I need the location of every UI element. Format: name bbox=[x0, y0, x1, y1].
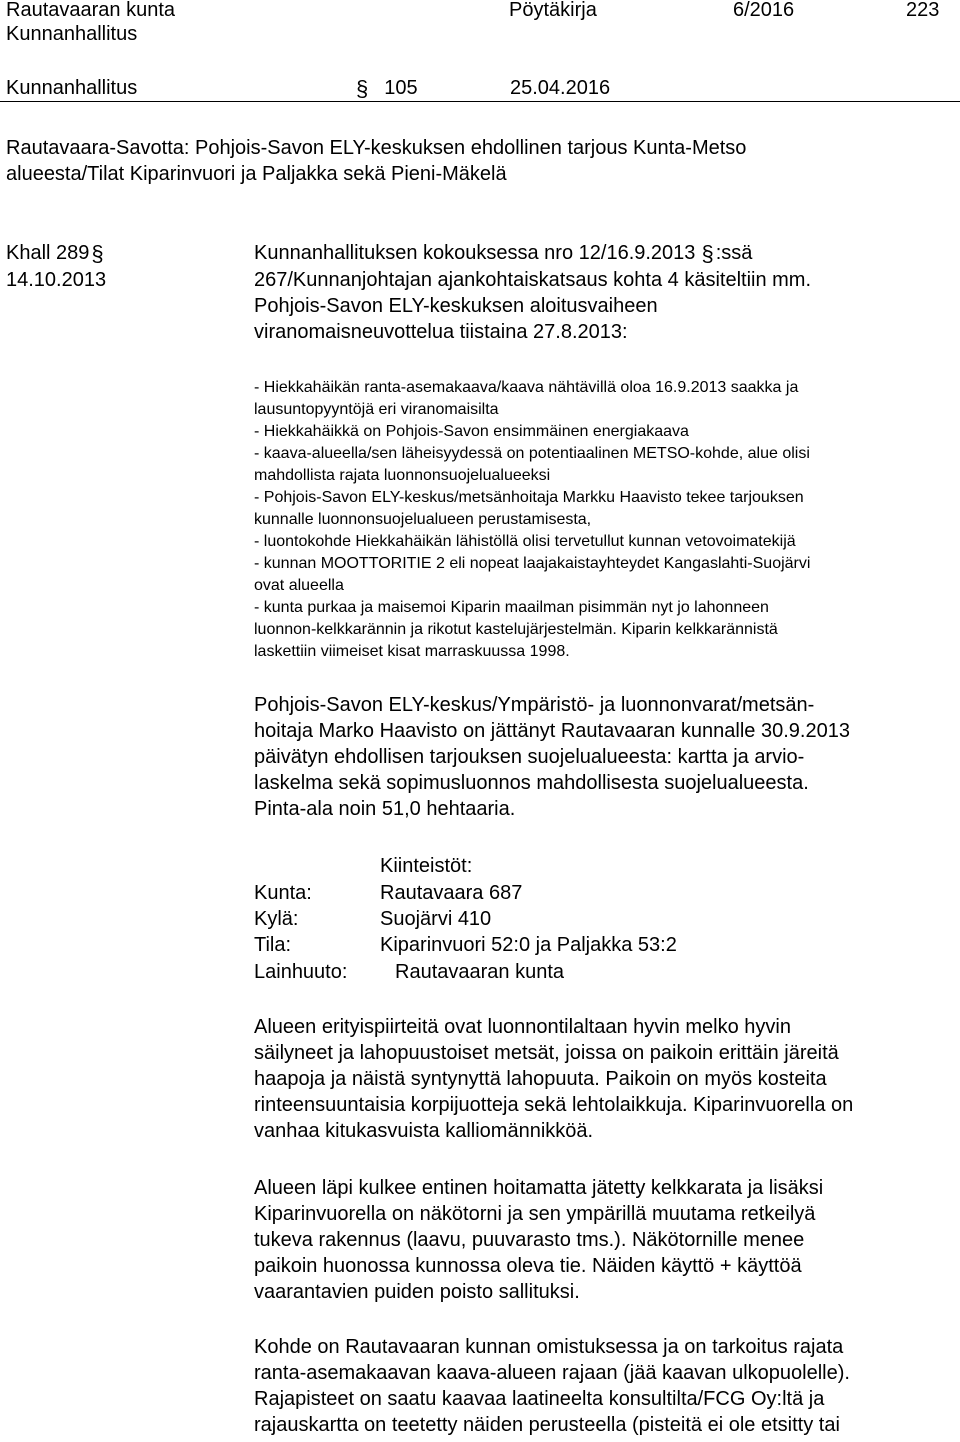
list-item: ovat alueella bbox=[254, 577, 344, 594]
list-item: - Hiekkahäikän ranta-asemakaava/kaava nähtävillä oloa 16.9.2013 saakka ja bbox=[254, 379, 799, 396]
property-row-tila: Tila: Kiparinvuori 52:0 ja Paljakka 53:2 bbox=[254, 934, 677, 956]
list-item: - kunnan MOOTTORITIE 2 eli nopeat laajakaistayhteydet Kangaslahti-Suojärvi bbox=[254, 555, 811, 572]
list-item: laskettiin viimeiset kisat marraskuussa 1998. bbox=[254, 643, 570, 660]
list-item: kunnalle luonnonsuojelualueen perustamisesta, bbox=[254, 511, 592, 528]
reference-text: 267/Kunnanjohtajan ajankohtaiskatsaus kohta 4 käsiteltiin mm. Pohjois-Savon ELY-keskuksen aloitusvaiheen viranomaisneuvottelua tiistaina 27.8.2013: bbox=[254, 269, 812, 343]
list-item: luonnon-kelkkarännin ja rikotut kastelujärjestelmän. Kiparin kelkkarännistä bbox=[254, 621, 778, 638]
property-row-kunta: Kunta: Rautavaara 687 bbox=[254, 882, 523, 904]
meeting-body: Kunnanhallitus bbox=[6, 77, 138, 99]
property-row-kyla: Kylä: Suojärvi 410 bbox=[254, 908, 492, 930]
header-divider bbox=[0, 101, 960, 102]
property-row-lainhuuto: Lainhuuto: Rautavaaran kunta bbox=[254, 961, 565, 983]
paragraph-offer: Pohjois-Savon ELY-keskus/Ympäristö- ja luonnonvarat/metsän- hoitaja Marko Haavisto on jättänyt Rautavaaran kunnalle 30.9.2013 päivätyn ehdollisen tarjouksen suojelualueesta: kartta ja arvio- laskelma sekä sopimusluonnos mahdollisesta suojelualueesta. Pinta-ala noin 51,0 hehtaaria. bbox=[254, 694, 850, 820]
khall-reference: Khall 289§ bbox=[6, 241, 104, 266]
header-page-number: 223 bbox=[906, 0, 940, 21]
list-item: - kunta purkaa ja maisemoi Kiparin maailman pisimmän nyt jo lahonneen bbox=[254, 599, 769, 616]
header-doc-number: 6/2016 bbox=[733, 0, 795, 21]
header-municipality: Rautavaaran kunta bbox=[6, 0, 176, 21]
list-item: - luontokohde Hiekkahäikän lähistöllä olisi tervetullut kunnan vetovoimatekijä bbox=[254, 533, 796, 550]
section-symbol-icon: § bbox=[701, 241, 714, 266]
reference-date: 14.10.2013 bbox=[6, 269, 107, 291]
agenda-title: Rautavaara-Savotta: Pohjois-Savon ELY-keskuksen ehdollinen tarjous Kunta-Metso alueesta/Tilat Kiparinvuori ja Paljakka sekä Pieni-Mäkelä bbox=[6, 137, 747, 185]
section-symbol-icon: § bbox=[91, 241, 104, 266]
paragraph-sled-track: Alueen läpi kulkee entinen hoitamatta jätetty kelkkarata ja lisäksi Kiparinvuorella on näkötorni ja sen ympärillä muutama retkeilyä tukeva rakennus (laavu, puuvarasto tms.). Näkötornille menee paikoin huonossa kunnossa oleva tie. Näiden käyttö + käyttöä vaarantavien puiden poisto sallituksi. bbox=[254, 1177, 824, 1303]
meeting-section-number: § 105 bbox=[356, 76, 418, 101]
list-item: mahdollista rajata luonnonsuojelualueeksi bbox=[254, 467, 551, 484]
header-body: Kunnanhallitus bbox=[6, 23, 138, 45]
paragraph-ownership: Kohde on Rautavaaran kunnan omistuksessa ja on tarkoitus rajata ranta-asemakaavan kaava-alueen rajaan (jää kaavan ulkopuolelle). Rajapisteet on saatu kaavaa laatineelta konsultilta/FCG Oy:ltä ja rajauskartta on teetetty näiden perusteella (pisteitä ei ole etsitty tai bbox=[254, 1336, 850, 1436]
section-symbol-icon: § bbox=[356, 76, 369, 101]
list-item: - Hiekkahäikkä on Pohjois-Savon ensimmäinen energiakaava bbox=[254, 423, 689, 440]
reference-line-1: Kunnanhallituksen kokouksessa nro 12/16.9.2013 § :ssä bbox=[254, 241, 753, 266]
paragraph-characteristics: Alueen erityispiirteitä ovat luonnontilaltaan hyvin melko hyvin säilyneet ja lahopuustoiset metsät, joissa on paikoin erittäin järeitä haapoja ja näistä syntynyttä lahopuuta. Paikoin on myös kosteita rinteensuuntaisia korpijuotteja sekä lehtolaikkuja. Kiparinvuorella on vanhaa kitukasvuista kalliomännikköä. bbox=[254, 1016, 854, 1142]
bullet-list bbox=[254, 377, 810, 663]
list-item: - Pohjois-Savon ELY-keskus/metsänhoitaja Markku Haavisto tekee tarjouksen bbox=[254, 489, 804, 506]
property-heading: Kiinteistöt: bbox=[380, 855, 473, 877]
list-item: lausuntopyyntöjä eri viranomaisilta bbox=[254, 401, 499, 418]
header-doc-type: Pöytäkirja bbox=[509, 0, 597, 21]
list-item: - kaava-alueella/sen läheisyydessä on potentiaalinen METSO-kohde, alue olisi bbox=[254, 445, 810, 462]
meeting-date: 25.04.2016 bbox=[510, 77, 611, 99]
